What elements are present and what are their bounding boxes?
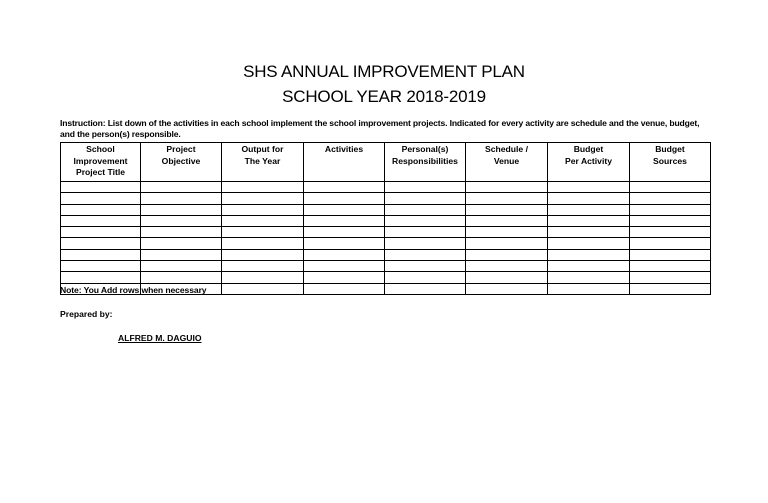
- table-cell: [61, 249, 141, 260]
- table-cell: [222, 193, 304, 204]
- table-cell: [141, 272, 222, 283]
- table-cell: [304, 182, 385, 193]
- table-cell: [222, 227, 304, 238]
- table-cell: [61, 227, 141, 238]
- table-cell: [222, 204, 304, 215]
- header-project-objective: Project Objective: [141, 143, 222, 182]
- table-cell: [222, 272, 304, 283]
- table-cell: [222, 182, 304, 193]
- table-cell: [385, 193, 466, 204]
- header-output-for-year: Output for The Year: [222, 143, 304, 182]
- document-title: SHS ANNUAL IMPROVEMENT PLAN: [243, 62, 525, 81]
- table-cell: [466, 215, 548, 226]
- table-cell: [141, 238, 222, 249]
- table-cell: [630, 272, 711, 283]
- table-cell: [304, 249, 385, 260]
- table-cell: [141, 193, 222, 204]
- table-cell: [466, 261, 548, 272]
- table-cell: [222, 215, 304, 226]
- table-header-row: [61, 143, 711, 182]
- prepared-by-label: Prepared by:: [60, 309, 113, 319]
- table-cell: [61, 272, 141, 283]
- table-row: [61, 227, 711, 238]
- table-cell: [304, 283, 385, 294]
- table-cell: [466, 182, 548, 193]
- table-row: [61, 182, 711, 193]
- table-cell: [466, 283, 548, 294]
- table-cell: [548, 272, 630, 283]
- header-schedule-venue: Schedule / Venue: [466, 143, 548, 182]
- table-cell: [466, 227, 548, 238]
- table-cell: [466, 249, 548, 260]
- table-cell: [141, 261, 222, 272]
- header-budget-per-activity: Budget Per Activity: [548, 143, 630, 182]
- table-row: [61, 215, 711, 226]
- table-cell: [548, 249, 630, 260]
- table-cell: [304, 204, 385, 215]
- table-cell: [385, 238, 466, 249]
- table-cell: [630, 215, 711, 226]
- table-cell: [141, 182, 222, 193]
- table-row: [61, 261, 711, 272]
- table-cell: [548, 182, 630, 193]
- table-cell: [385, 272, 466, 283]
- table-cell: [222, 238, 304, 249]
- table-cell: [548, 193, 630, 204]
- table-cell: [630, 182, 711, 193]
- table-cell: [222, 249, 304, 260]
- table-cell: [304, 227, 385, 238]
- table-cell: [304, 272, 385, 283]
- table-cell: [630, 193, 711, 204]
- header-responsibilities: Personal(s) Responsibilities: [385, 143, 466, 182]
- table-cell: [548, 227, 630, 238]
- table-cell: [61, 182, 141, 193]
- table-cell: [385, 261, 466, 272]
- school-year-subtitle: SCHOOL YEAR 2018-2019: [282, 87, 486, 106]
- table-cell: [630, 283, 711, 294]
- table-cell: [222, 283, 304, 294]
- table-cell: [304, 215, 385, 226]
- table-body: [61, 182, 711, 295]
- table-cell: [61, 261, 141, 272]
- table-cell: [61, 215, 141, 226]
- header-activities: Activities: [304, 143, 385, 182]
- table-cell: [141, 215, 222, 226]
- table-cell: [385, 283, 466, 294]
- table-cell: [304, 238, 385, 249]
- table-cell: [385, 227, 466, 238]
- table-cell: [466, 204, 548, 215]
- table-cell: [141, 204, 222, 215]
- table-cell: [466, 272, 548, 283]
- table-row: [61, 193, 711, 204]
- table-cell: [466, 193, 548, 204]
- table-cell: [630, 227, 711, 238]
- header-project-title: School Improvement Project Title: [61, 143, 141, 182]
- header-budget-sources: Budget Sources: [630, 143, 711, 182]
- improvement-plan-table: [60, 142, 711, 295]
- table-cell: [630, 238, 711, 249]
- table-row: [61, 249, 711, 260]
- table-cell: [304, 193, 385, 204]
- table-cell: [141, 249, 222, 260]
- table-row: [61, 238, 711, 249]
- table-cell: [385, 182, 466, 193]
- table-cell: [141, 227, 222, 238]
- table-cell: [548, 238, 630, 249]
- table-cell: [630, 261, 711, 272]
- table-cell: [630, 249, 711, 260]
- instruction-text: Instruction: List down of the activities in each school implement the school improvement projects. Indicated for every activity are schedule and the venue, budget, and the person(s) responsible.: [60, 118, 700, 139]
- table-cell: [630, 204, 711, 215]
- note-text: Note: You Add rows when necessary: [60, 285, 207, 295]
- table-row: [61, 204, 711, 215]
- table-cell: [548, 204, 630, 215]
- table-cell: [385, 249, 466, 260]
- table-row: [61, 272, 711, 283]
- table-cell: [385, 204, 466, 215]
- signatory-name: ALFRED M. DAGUIO: [118, 333, 202, 343]
- table-cell: [385, 215, 466, 226]
- table-cell: [222, 261, 304, 272]
- table-cell: [61, 193, 141, 204]
- table-cell: [466, 238, 548, 249]
- table-cell: [548, 215, 630, 226]
- table-cell: [61, 238, 141, 249]
- table-cell: [548, 261, 630, 272]
- table-cell: [61, 204, 141, 215]
- table-cell: [304, 261, 385, 272]
- table-cell: [548, 283, 630, 294]
